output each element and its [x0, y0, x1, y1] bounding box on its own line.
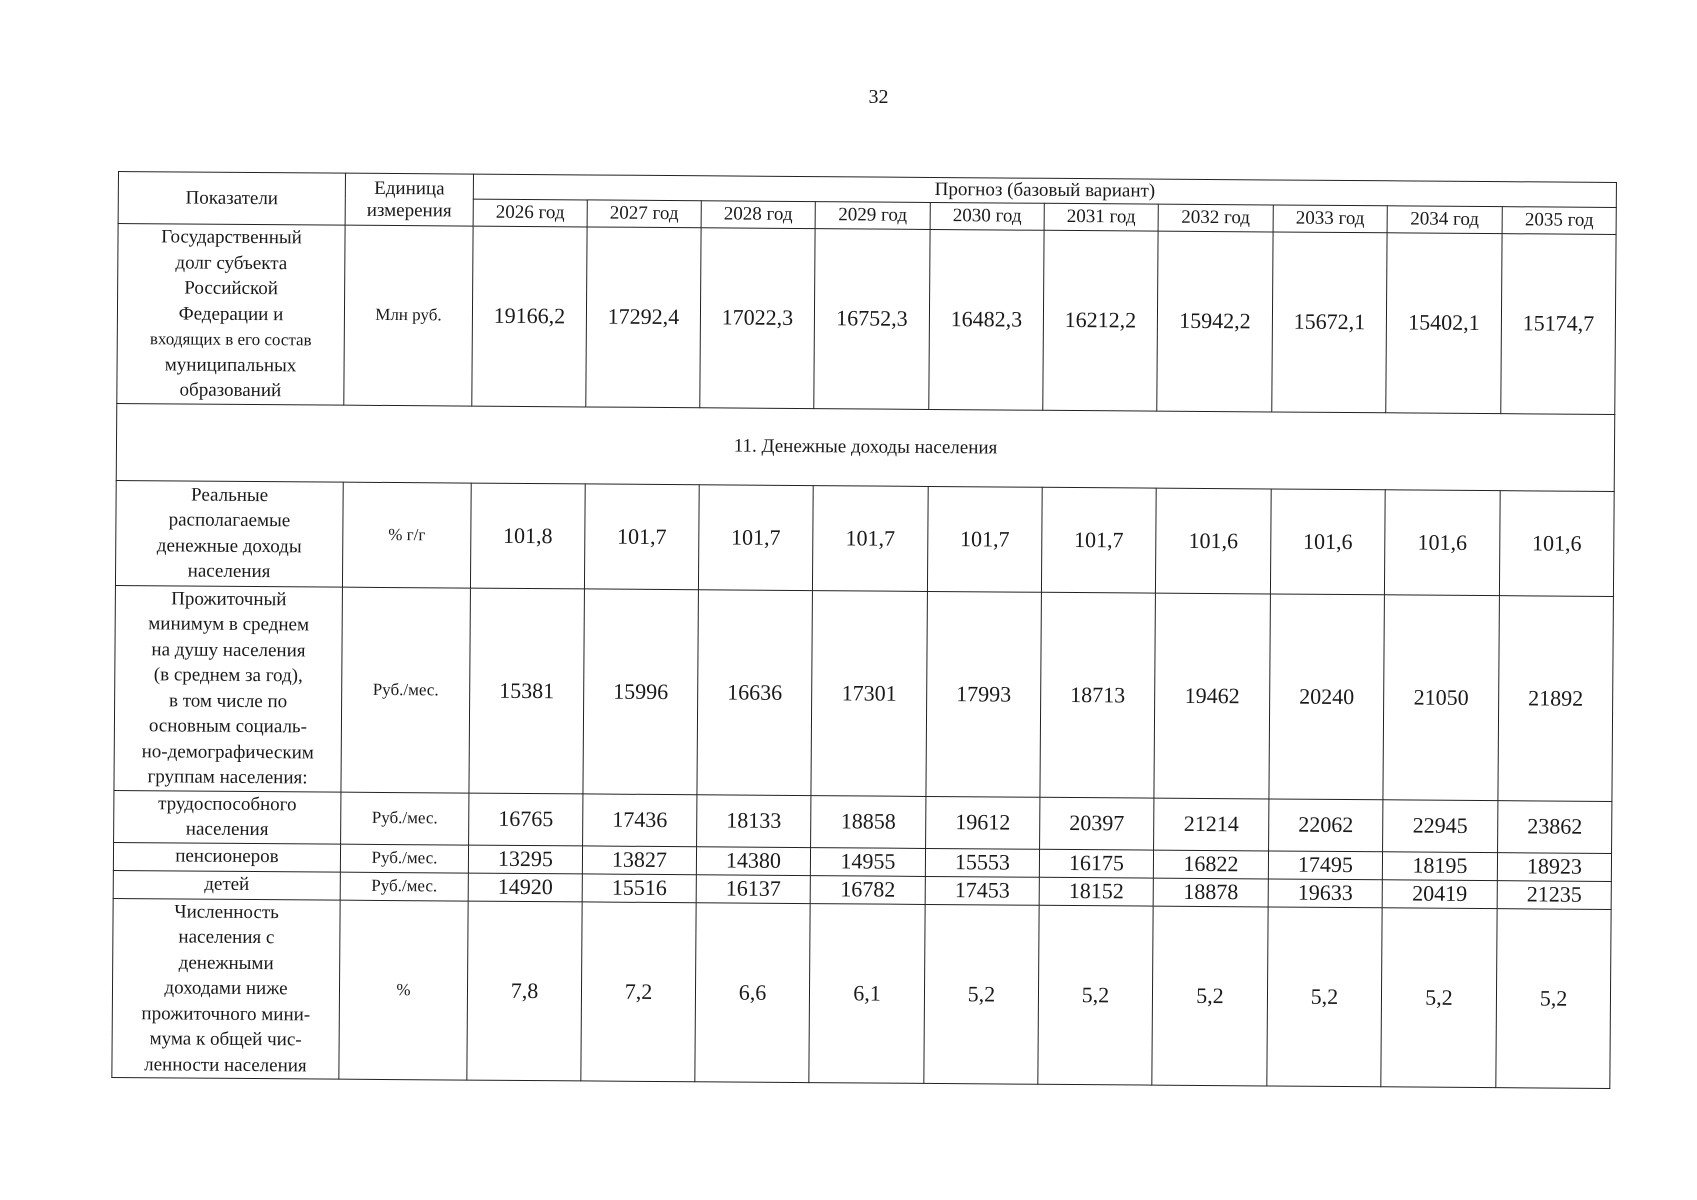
value-cell: 18713	[1040, 592, 1155, 798]
value-cell: 101,7	[812, 485, 928, 591]
year-header: 2035 год	[1502, 207, 1616, 235]
indicator-line: прожиточного мини-	[141, 1002, 311, 1025]
value-cell: 16175	[1039, 849, 1153, 878]
value-cell: 15402,1	[1386, 233, 1502, 413]
value-cell: 18152	[1039, 877, 1153, 906]
indicator-column-header: Показатели	[118, 172, 345, 226]
value-cell: 101,6	[1499, 490, 1614, 596]
indicator-line: Государственный	[161, 226, 302, 249]
value-cell: 21235	[1497, 880, 1611, 909]
value-cell: 5,2	[1496, 908, 1611, 1088]
indicator-line: мума к общей чис-	[149, 1028, 302, 1051]
value-cell: 5,2	[924, 904, 1039, 1084]
value-cell: 16482,3	[929, 229, 1044, 409]
indicator-line: населения с	[178, 926, 275, 949]
indicator-cell	[115, 480, 343, 587]
value-cell: 21892	[1498, 595, 1614, 801]
value-cell: 14955	[810, 847, 925, 876]
indicator-line: минимум в среднем	[148, 613, 310, 636]
indicator-cell	[113, 842, 340, 872]
table-row	[112, 898, 1611, 1088]
value-cell: 18878	[1153, 878, 1268, 907]
value-cell: 16765	[469, 793, 583, 846]
indicator-line: образований	[179, 379, 282, 402]
indicator-line: доходами ниже	[164, 977, 288, 1000]
indicator-line: Численность	[174, 900, 279, 923]
value-cell: 101,7	[1041, 487, 1156, 593]
indicator-line: Российской	[184, 277, 279, 300]
year-header: 2029 год	[815, 202, 930, 230]
forecast-header: Прогноз (базовый вариант)	[473, 174, 1616, 207]
indicator-cell	[117, 224, 345, 405]
forecast-table	[111, 171, 1617, 1089]
value-cell: 5,2	[1152, 906, 1268, 1086]
value-cell: 14920	[468, 873, 582, 902]
indicator-line: но-демографическим	[141, 740, 314, 763]
value-cell: 7,8	[467, 901, 582, 1081]
value-cell: 15381	[469, 588, 584, 794]
value-cell: 7,2	[581, 901, 696, 1081]
value-cell: 101,8	[470, 483, 585, 589]
indicator-line: детей	[204, 873, 250, 895]
indicator-line: Реальные	[190, 484, 269, 506]
table-row	[114, 585, 1614, 801]
indicator-line: Прожиточный	[171, 587, 287, 610]
page-number: 32	[868, 86, 889, 108]
indicator-cell	[113, 870, 340, 900]
value-cell: 15174,7	[1501, 234, 1616, 414]
value-cell: 101,7	[584, 483, 699, 589]
value-cell: 23862	[1498, 800, 1612, 853]
value-cell: 18923	[1497, 852, 1611, 881]
value-cell: 101,6	[1155, 488, 1271, 594]
year-header: 2028 год	[701, 201, 815, 229]
year-header: 2031 год	[1044, 203, 1158, 231]
value-cell: 6,1	[809, 903, 925, 1083]
table-row	[115, 480, 1614, 596]
value-cell: 101,6	[1270, 488, 1385, 594]
unit-cell: Млн руб.	[344, 225, 473, 405]
value-cell: 15672,1	[1272, 232, 1387, 412]
value-cell: 21050	[1383, 594, 1499, 800]
indicator-line: трудоспособного	[158, 792, 297, 815]
value-cell: 16782	[810, 875, 925, 904]
year-header: 2032 год	[1158, 204, 1273, 232]
value-cell: 14380	[696, 846, 810, 875]
value-cell: 16822	[1153, 850, 1268, 879]
indicator-line: долг субъекта	[175, 251, 288, 274]
indicator-line: входящих в его состав	[149, 329, 312, 350]
value-cell: 5,2	[1038, 905, 1153, 1085]
value-cell: 18133	[697, 794, 811, 847]
indicator-line: группам населения:	[147, 766, 308, 789]
value-cell: 15516	[582, 873, 696, 902]
indicator-line: в том числе по	[168, 689, 288, 712]
indicator-line: на душу населения	[151, 638, 306, 661]
value-cell: 22062	[1269, 798, 1383, 851]
year-header: 2033 год	[1273, 205, 1387, 233]
year-header: 2030 год	[930, 202, 1044, 230]
indicator-cell	[114, 790, 341, 844]
value-cell: 17301	[811, 590, 927, 796]
year-header: 2034 год	[1387, 206, 1502, 234]
value-cell: 19166,2	[472, 226, 587, 406]
value-cell: 15942,2	[1157, 231, 1273, 411]
indicator-line: Федерации и	[178, 302, 284, 325]
indicator-line: денежными	[178, 951, 274, 974]
indicator-line: денежные доходы	[156, 534, 302, 557]
value-cell: 19612	[926, 796, 1040, 849]
year-header: 2026 год	[473, 199, 587, 227]
indicator-line: (в среднем за год),	[153, 664, 303, 687]
value-cell: 22945	[1383, 799, 1498, 852]
value-cell: 13827	[582, 845, 696, 874]
indicator-line: пенсионеров	[175, 845, 279, 868]
value-cell: 17436	[583, 793, 697, 846]
value-cell: 17453	[925, 876, 1039, 905]
value-cell: 15553	[925, 848, 1039, 877]
section-title: 11. Денежные доходы населения	[116, 403, 1615, 491]
value-cell: 19462	[1154, 593, 1270, 799]
value-cell: 20397	[1040, 797, 1154, 850]
section-row	[116, 403, 1615, 491]
value-cell: 21214	[1154, 798, 1269, 851]
unit-cell: Руб./мес.	[340, 872, 468, 901]
unit-cell: % г/г	[342, 482, 471, 588]
unit-cell: %	[339, 900, 468, 1080]
value-cell: 16752,3	[814, 229, 930, 409]
value-cell: 15996	[583, 588, 698, 794]
value-cell: 17495	[1268, 850, 1382, 879]
value-cell: 101,6	[1384, 489, 1500, 595]
unit-column-header: Единица измерения	[345, 173, 473, 226]
indicator-line: основным социаль-	[148, 715, 308, 738]
unit-cell: Руб./мес.	[340, 844, 468, 873]
value-cell: 16212,2	[1043, 230, 1158, 410]
value-cell: 17292,4	[586, 227, 701, 407]
value-cell: 101,7	[927, 486, 1042, 592]
value-cell: 20419	[1382, 879, 1497, 908]
indicator-line: населения	[185, 818, 269, 841]
value-cell: 19633	[1268, 878, 1382, 907]
value-cell: 6,6	[695, 902, 810, 1082]
indicator-cell	[112, 898, 340, 1079]
unit-cell: Руб./мес.	[341, 587, 470, 793]
value-cell: 16137	[696, 874, 810, 903]
indicator-line: ленности населения	[144, 1053, 307, 1076]
value-cell: 20240	[1269, 593, 1384, 799]
value-cell: 5,2	[1267, 906, 1382, 1086]
value-cell: 101,7	[698, 484, 813, 590]
indicator-cell	[114, 585, 342, 792]
indicator-line: располагаемые	[168, 509, 291, 532]
value-cell: 18195	[1382, 851, 1497, 880]
value-cell: 16636	[697, 589, 812, 795]
indicator-line: населения	[187, 560, 271, 583]
year-header: 2027 год	[587, 200, 701, 228]
table-row	[117, 224, 1616, 414]
value-cell: 17993	[926, 591, 1041, 797]
value-cell: 18858	[811, 795, 926, 848]
value-cell: 17022,3	[700, 228, 815, 408]
unit-cell: Руб./мес.	[341, 792, 469, 845]
indicator-line: муниципальных	[164, 353, 297, 376]
value-cell: 13295	[468, 845, 582, 874]
value-cell: 5,2	[1381, 907, 1497, 1087]
